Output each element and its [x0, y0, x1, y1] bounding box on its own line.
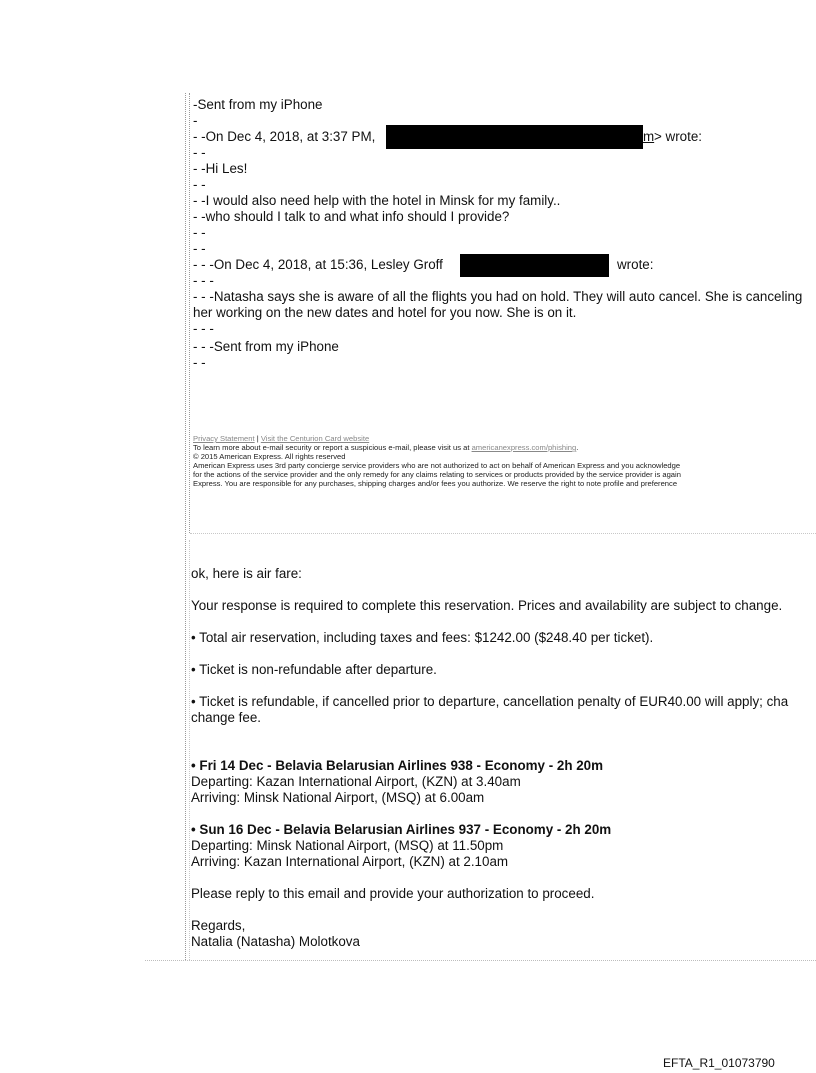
sent-from-iphone: -Sent from my iPhone — [193, 97, 323, 112]
quote-dash: - - — [193, 225, 206, 240]
redaction-block — [460, 254, 609, 277]
nonrefundable-bullet: • Ticket is non-refundable after departure. — [191, 662, 437, 677]
on-date-line: - - -On Dec 4, 2018, at 15:36, Lesley Groff — [193, 257, 443, 272]
refund-bullet: • Ticket is refundable, if cancelled prior to departure, cancellation penalty of EUR40.00 will apply; cha — [191, 694, 789, 709]
centurion-link[interactable]: Visit the Centurion Card website — [260, 434, 370, 443]
sent-from-iphone: - - -Sent from my iPhone — [193, 339, 339, 354]
message-line: - - -Natasha says she is aware of all the flights you had on hold. They will auto cancel. She is canceling — [193, 289, 803, 304]
quote-dash: - - — [193, 355, 206, 370]
quote-rule-inner — [189, 93, 190, 533]
refund-bullet-cont: change fee. — [191, 710, 261, 725]
quote-dash: - - — [193, 177, 206, 192]
message-line: her working on the new dates and hotel for you now. She is on it. — [193, 305, 577, 320]
flight-2-title: • Sun 16 Dec - Belavia Belarusian Airlines 937 - Economy - 2h 20m — [191, 822, 612, 837]
reply-intro: ok, here is air fare: — [191, 566, 302, 581]
greeting: - -Hi Les! — [193, 161, 248, 176]
signature: Natalia (Natasha) Molotkova — [191, 934, 360, 949]
security-text: To learn more about e-mail security or report a suspicious e-mail, please visit us at — [193, 443, 472, 452]
quote-rule-outer — [185, 93, 186, 960]
wrote-label: > wrote: — [654, 129, 703, 144]
flight-1-arriving: Arriving: Minsk National Airport, (MSQ) at 6.00am — [191, 790, 485, 805]
quote-rule-inner-lower — [189, 540, 190, 960]
phishing-link[interactable]: americanexpress.com/phishing — [471, 443, 577, 452]
section-divider — [190, 533, 816, 534]
wrote-label: wrote: — [617, 257, 654, 272]
on-date-line: - -On Dec 4, 2018, at 3:37 PM, — [193, 129, 376, 144]
link-separator: | — [254, 434, 261, 443]
flight-2-arriving: Arriving: Kazan International Airport, (KZN) at 2.10am — [191, 854, 509, 869]
disclaimer-line: for the actions of the service provider and the only remedy for any claims relating to services or products provided by the service provider is again — [193, 470, 681, 479]
authorization-request: Please reply to this email and provide your authorization to proceed. — [191, 886, 595, 901]
disclaimer-line: American Express uses 3rd party concierge service providers who are not authorized to act on behalf of American Express and you acknowledge — [193, 461, 681, 470]
message-line: - -I would also need help with the hotel in Minsk for my family.. — [193, 193, 561, 208]
required-notice: Your response is required to complete this reservation. Prices and availability are subject to change. — [191, 598, 783, 613]
regards: Regards, — [191, 918, 246, 933]
flight-1-departing: Departing: Kazan International Airport, (KZN) at 3.40am — [191, 774, 521, 789]
quote-dash: - - — [193, 145, 206, 160]
quote-dash: - - - — [193, 273, 214, 288]
quote-dash: - - - — [193, 321, 214, 336]
privacy-statement-link[interactable]: Privacy Statement — [193, 434, 255, 443]
quote-dash: - — [193, 113, 198, 128]
flight-2-departing: Departing: Minsk National Airport, (MSQ) at 11.50pm — [191, 838, 504, 853]
redaction-block — [386, 125, 643, 149]
total-bullet: • Total air reservation, including taxes and fees: $1242.00 ($248.40 per ticket). — [191, 630, 654, 645]
security-end: . — [576, 443, 579, 452]
message-line: - -who should I talk to and what info should I provide? — [193, 209, 510, 224]
quote-dash: - - — [193, 241, 206, 256]
email-link-tail[interactable]: m — [643, 129, 655, 144]
flight-1-title: • Fri 14 Dec - Belavia Belarusian Airlines 938 - Economy - 2h 20m — [191, 758, 604, 773]
copyright: © 2015 American Express. All rights reserved — [193, 452, 346, 461]
disclaimer-line: Express. You are responsible for any purchases, shipping charges and/or fees you authorize. We reserve the right to note profile and preference — [193, 479, 678, 488]
document-id: EFTA_R1_01073790 — [663, 1056, 775, 1070]
